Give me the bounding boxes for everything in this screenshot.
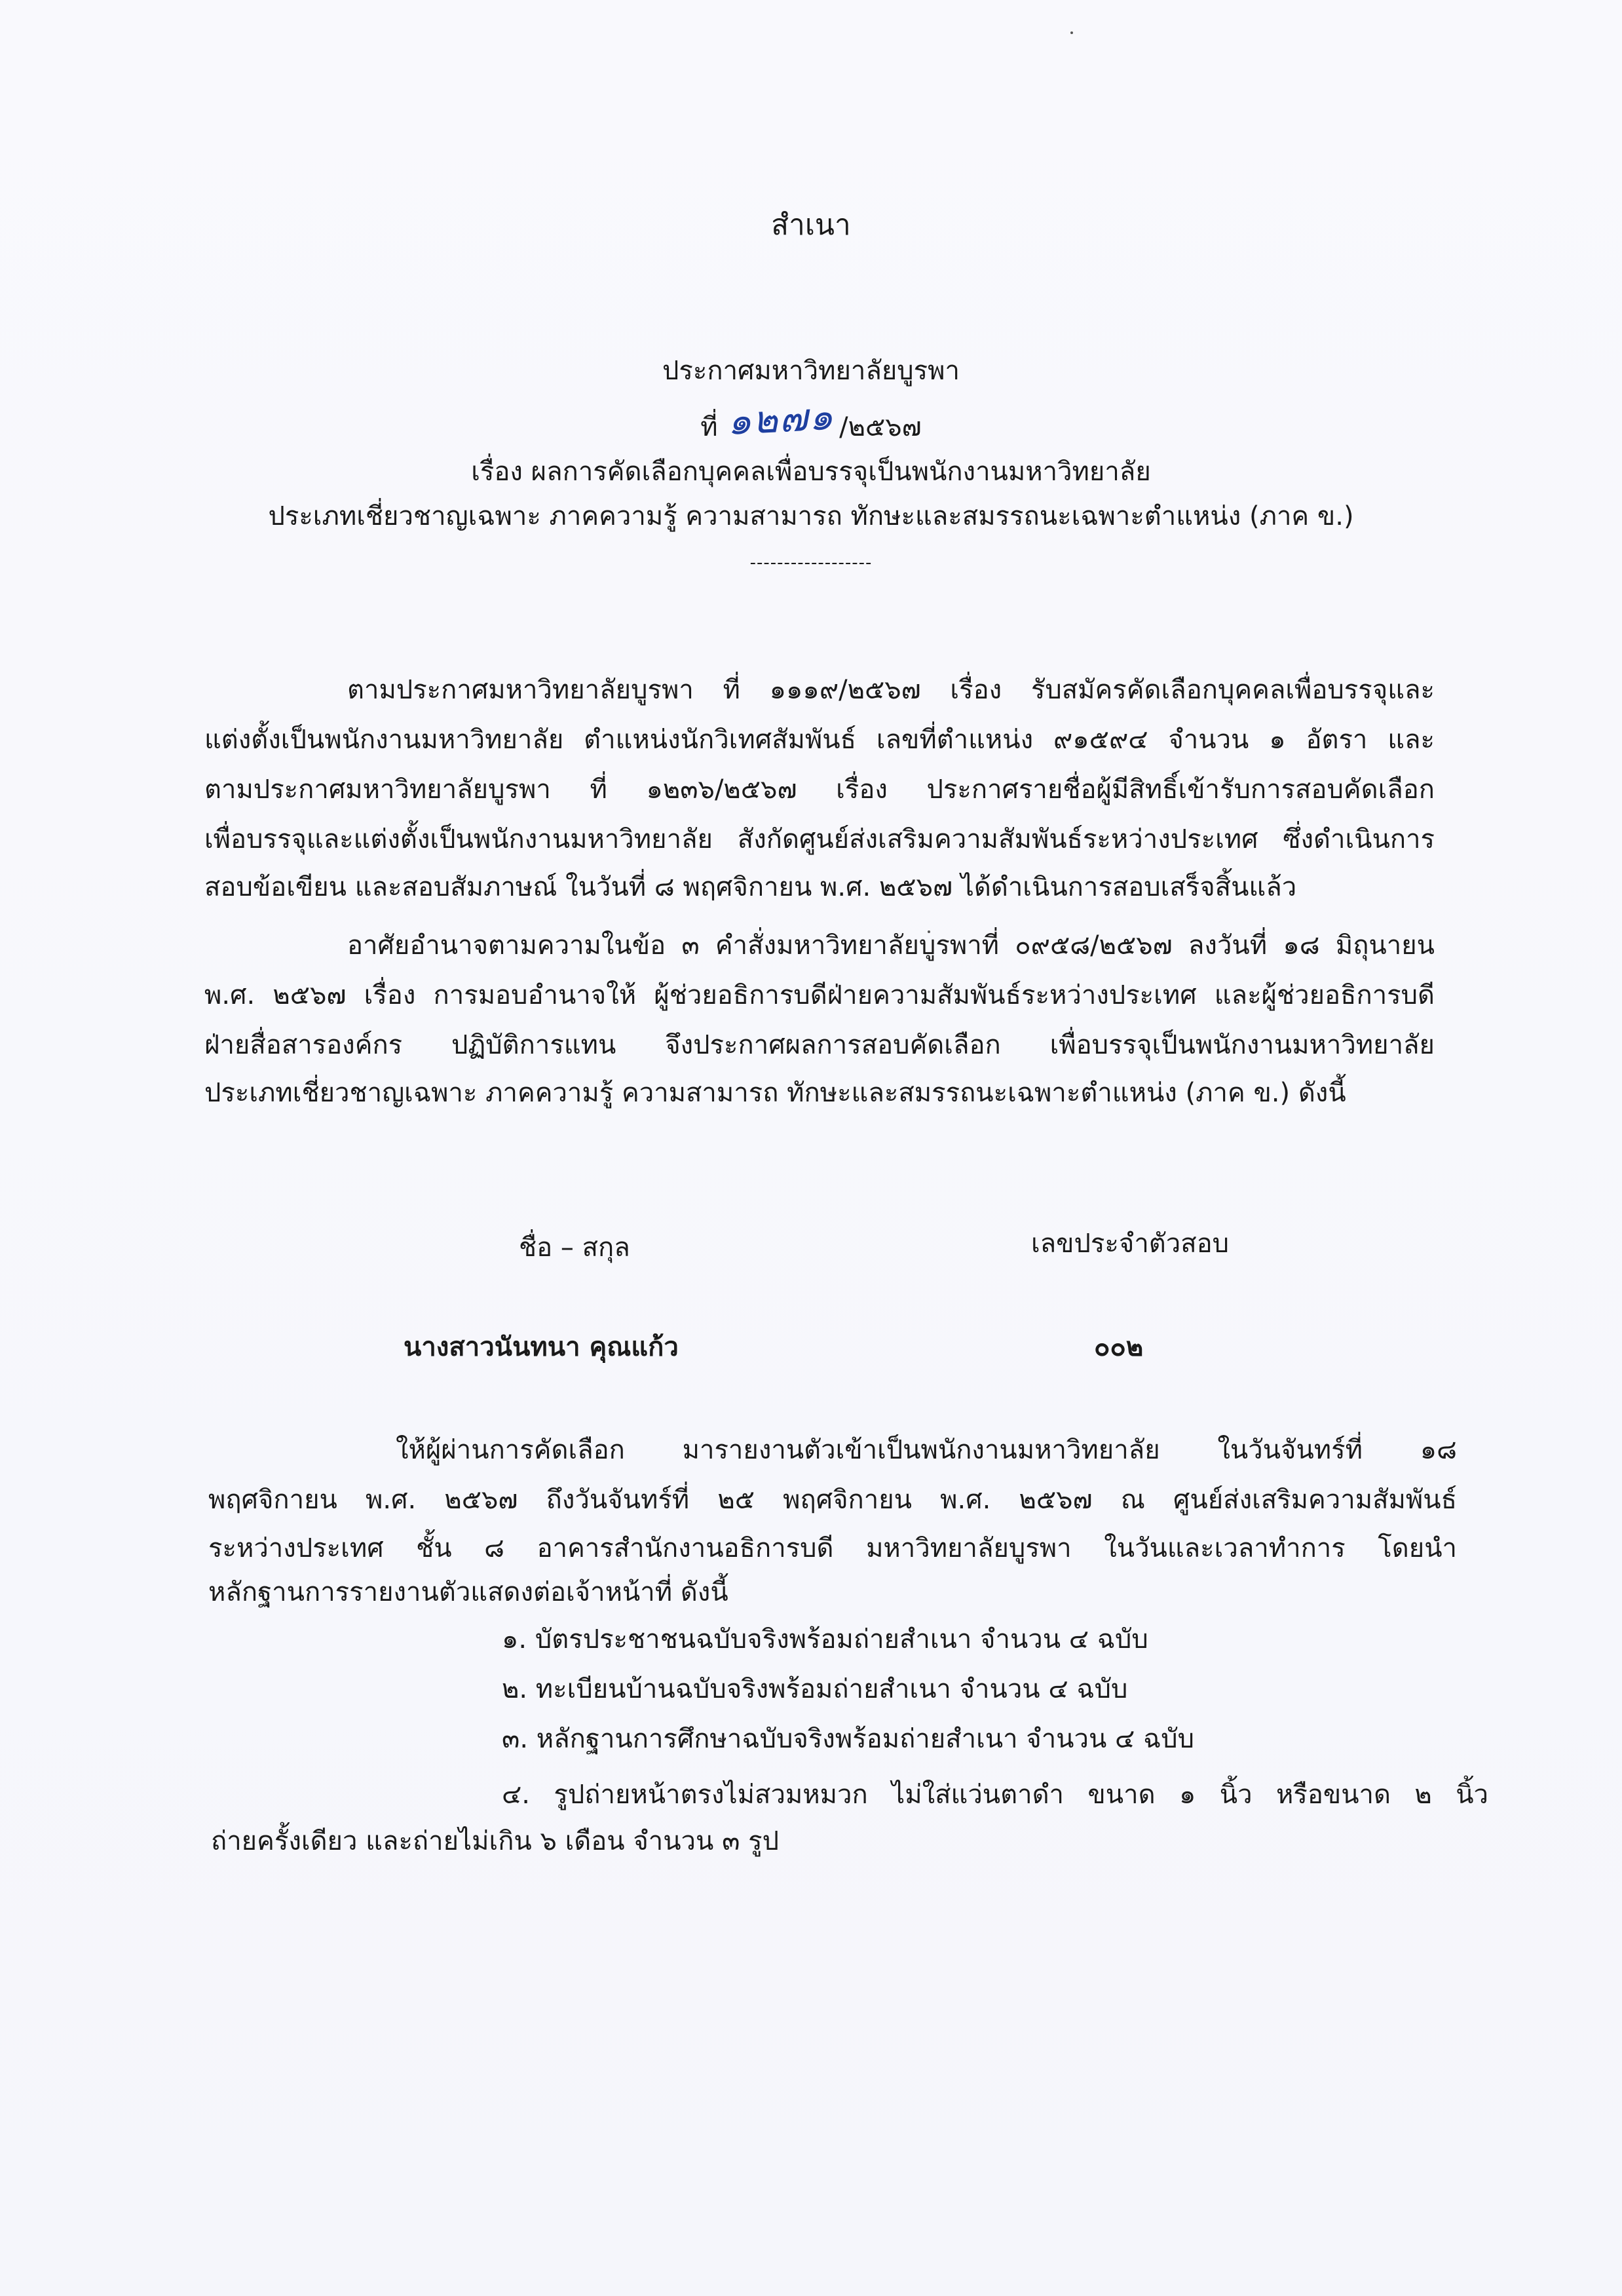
table-header-exam-id: เลขประจำตัวสอบ [1031,1229,1230,1259]
paragraph-1-line-4: เพื่อบรรจุและแต่งตั้งเป็นพนักงานมหาวิทยาลัย สังกัดศูนย์ส่งเสริมความสัมพันธ์ระหว่างประเทศ ซึ่งดำเนินการ [204,824,1435,854]
header-separator: ------------------ [749,553,873,573]
candidate-exam-id: ๐๐๒ [1094,1332,1144,1362]
handwritten-number: ๑๒๗๑ [725,393,835,444]
list-item: ๓. หลักฐานการศึกษาฉบับจริงพร้อมถ่ายสำเนา จำนวน ๔ ฉบับ [502,1724,1195,1754]
list-item: ๔. รูปถ่ายหน้าตรงไม่สวมหมวก ไม่ใส่แว่นตาดำ ขนาด ๑ นิ้ว หรือขนาด ๒ นิ้ว [502,1780,1488,1810]
subject-line-2: ประเภทเชี่ยวชาญเฉพาะ ภาคความรู้ ความสามารถ ทักษะและสมรรถนะเฉพาะตำแหน่ง (ภาค ข.) [268,501,1354,531]
announcement-number [0,393,1622,444]
paragraph-1-line-1: ตามประกาศมหาวิทยาลัยบูรพา ที่ ๑๑๑๙/๒๕๖๗ เรื่อง รับสมัครคัดเลือกบุคคลเพื่อบรรจุและ [347,675,1435,705]
subject-line-1: เรื่อง ผลการคัดเลือกบุคคลเพื่อบรรจุเป็นพนักงานมหาวิทยาลัย [471,457,1151,487]
paragraph-2-line-2: พ.ศ. ๒๕๖๗ เรื่อง การมอบอำนาจให้ ผู้ช่วยอธิการบดีฝ่ายความสัมพันธ์ระหว่างประเทศ และผู้ช่วยอธิการบดี [204,980,1435,1010]
paragraph-3-line-3: ระหว่างประเทศ ชั้น ๘ อาคารสำนักงานอธิการบดี มหาวิทยาลัยบูรพา ในวันและเวลาทำการ โดยนำ [208,1533,1457,1563]
paragraph-2-line-3: ฝ่ายสื่อสารองค์กร ปฏิบัติการแทน จึงประกาศผลการสอบคัดเลือก เพื่อบรรจุเป็นพนักงานมหาวิทยาลัย [204,1030,1435,1060]
paragraph-3-line-2: พฤศจิกายน พ.ศ. ๒๕๖๗ ถึงวันจันทร์ที่ ๒๕ พฤศจิกายน พ.ศ. ๒๕๖๗ ณ ศูนย์ส่งเสริมความสัมพันธ์ [208,1485,1457,1515]
table-header-name: ชื่อ – สกุล [519,1233,630,1263]
number-prefix: ที่ [700,412,718,442]
paragraph-1-line-3: ตามประกาศมหาวิทยาลัยบูรพา ที่ ๑๒๓๖/๒๕๖๗ เรื่อง ประกาศรายชื่อผู้มีสิทธิ์เข้ารับการสอบคัดเลือก [204,775,1435,805]
paragraph-1-line-5: สอบข้อเขียน และสอบสัมภาษณ์ ในวันที่ ๘ พฤศจิกายน พ.ศ. ๒๕๖๗ ได้ดำเนินการสอบเสร็จสิ้นแล้ว [204,872,1297,902]
paragraph-1-line-2: แต่งตั้งเป็นพนักงานมหาวิทยาลัย ตำแหน่งนักวิเทศสัมพันธ์ เลขที่ตำแหน่ง ๙๑๕๙๔ จำนวน ๑ อัตรา และ [204,725,1435,755]
scan-speck [1070,31,1073,34]
list-item-continuation: ถ่ายครั้งเดียว และถ่ายไม่เกิน ๖ เดือน จำนวน ๓ รูป [211,1826,780,1856]
list-item: ๒. ทะเบียนบ้านฉบับจริงพร้อมถ่ายสำเนา จำนวน ๔ ฉบับ [502,1674,1128,1704]
candidate-name: นางสาวนันทนา คุณแก้ว [404,1332,679,1362]
announcement-title: ประกาศมหาวิทยาลัยบูรพา [662,356,960,386]
copy-mark: สำเนา [771,208,851,242]
paragraph-2-line-1: อาศัยอำนาจตามความในข้อ ๓ คำสั่งมหาวิทยาลัยบูรพาที่ ๐๙๕๘/๒๕๖๗ ลงวันที่ ๑๘ มิถุนายน [347,930,1435,961]
number-suffix: /๒๕๖๗ [839,412,922,442]
paragraph-3-line-4: หลักฐานการรายงานตัวแสดงต่อเจ้าหน้าที่ ดังนี้ [208,1577,728,1607]
paragraph-3-line-1: ให้ผู้ผ่านการคัดเลือก มารายงานตัวเข้าเป็นพนักงานมหาวิทยาลัย ในวันจันทร์ที่ ๑๘ [396,1435,1457,1465]
list-item: ๑. บัตรประชาชนฉบับจริงพร้อมถ่ายสำเนา จำนวน ๔ ฉบับ [502,1624,1148,1655]
paragraph-2-line-4: ประเภทเชี่ยวชาญเฉพาะ ภาคความรู้ ความสามารถ ทักษะและสมรรถนะเฉพาะตำแหน่ง (ภาค ข.) ดังนี้ [204,1078,1346,1108]
